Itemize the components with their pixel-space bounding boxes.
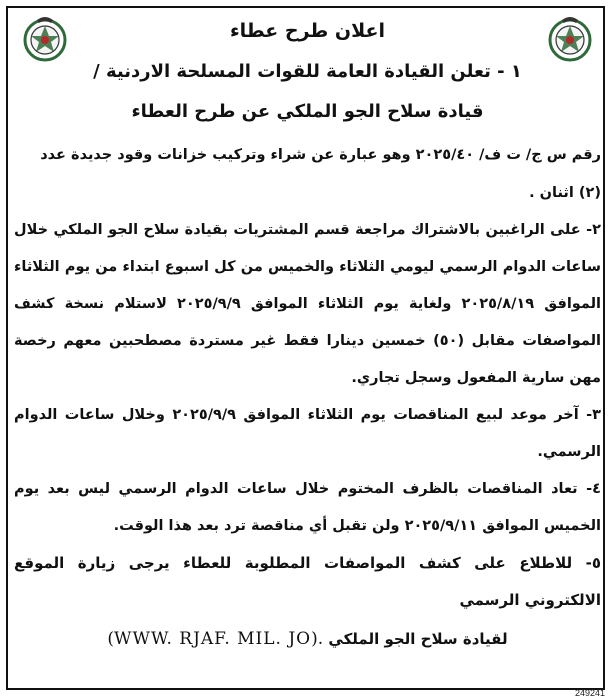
website-url: (WWW. RJAF. MIL. JO). — [107, 629, 324, 649]
paragraph-4: ٤- تعاد المناقصات بالظرف المختوم خلال ساعات الدوام الرسمي ليس بعد يوم الخميس الموافق ٢٠٢٥/٩/١١ ولن تقبل أي مناقصة ترد بعد هذا الوقت. — [14, 481, 601, 534]
heading-line-2: قيادة سلاح الجو الملكي عن طرح العطاء — [131, 101, 484, 122]
tender-reference: رقم س ج/ ت ف/ ٢٠٢٥/٤٠ وهو عبارة عن شراء وتركيب خزانات وقود جديدة عدد (٢) اثنان . — [40, 147, 601, 201]
paragraph-2: ٢- على الراغبين بالاشتراك مراجعة قسم المشتريات بقيادة سلاح الجو الملكي خلال ساعات الدوام الرسمي ليومي الثلاثاء والخميس من كل اسبوع ابتداء من يوم الثلاثاء الموافق ٢٠٢٥/٨/١٩ ولغاية يوم الثلاثاء الموافق ٢٠٢٥/٩/٩ لاستلام نسخة كشف المواصفات مقابل (٥٠) خمسين دينارا فقط غير مستردة مصطحبين معهم رخصة مهن سارية المفعول وسجل تجاري. — [14, 222, 602, 386]
heading-line-1: ١ - تعلن القيادة العامة للقوات المسلحة الاردنية / — [93, 61, 522, 82]
announcement-title: اعلان طرح عطاء — [229, 20, 386, 42]
website-line — [14, 619, 601, 659]
ad-code: 249241 — [574, 688, 605, 698]
announcement-body — [14, 8, 601, 659]
website-prefix: لقيادة سلاح الجو الملكي — [328, 630, 508, 648]
paragraph-5: ٥- للاطلاع على كشف المواصفات المطلوبة للعطاء يرجى زيارة الموقع الالكتروني الرسمي — [14, 554, 601, 609]
paragraph-3: ٣- آخر موعد لبيع المناقصات يوم الثلاثاء الموافق ٢٠٢٥/٩/٩ وخلال ساعات الدوام الرسمي. — [14, 407, 601, 460]
